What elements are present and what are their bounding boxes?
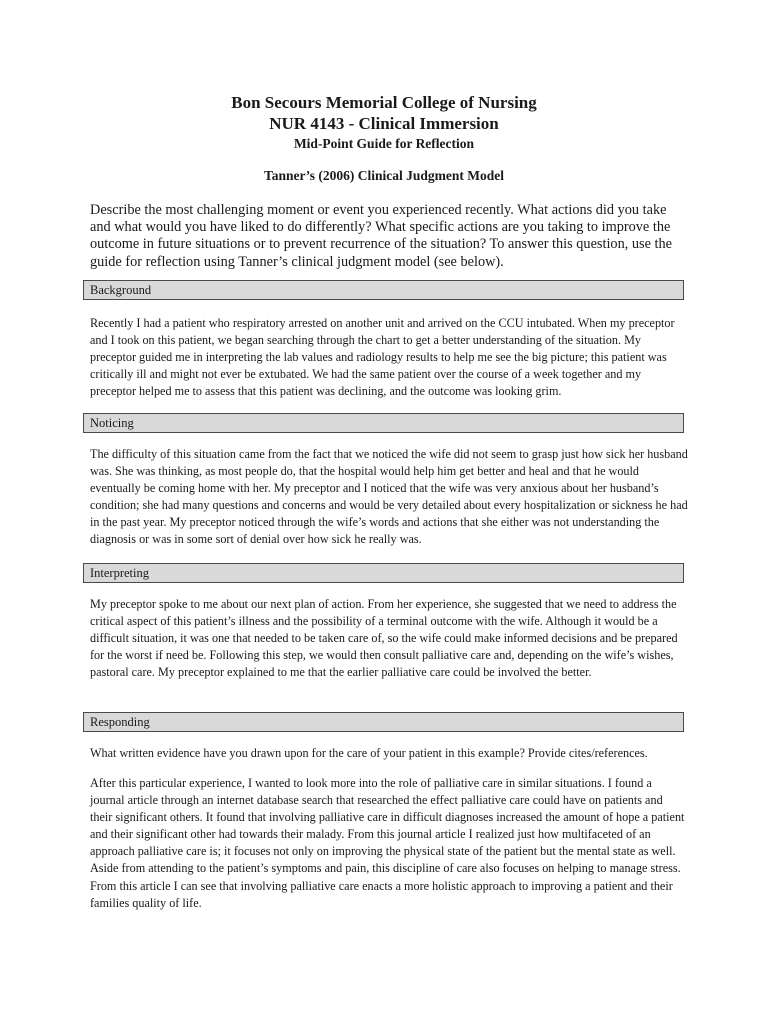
section-header-interpreting: Interpreting	[83, 563, 684, 583]
course-title: NUR 4143 - Clinical Immersion	[269, 114, 499, 133]
background-text: Recently I had a patient who respiratory arrested on another unit and arrived on the CCU intubated. When my preceptor and I took on this patient, we began searching through the chart to get a better understanding of the situation. My preceptor guided me in interpreting the lab values and radiology results to help me see the big picture; this patient was critically ill and might not ever be extubated. We had the same patient over the course of a week together and my preceptor helped me to assess that this patient was declining, and the outcome was looking grim.	[90, 316, 675, 399]
college-name: Bon Secours Memorial College of Nursing	[231, 93, 537, 112]
section-header-background: Background	[83, 280, 684, 300]
section-header-responding: Responding	[83, 712, 684, 732]
section-header-noticing: Noticing	[83, 413, 684, 433]
model-title: Tanner’s (2006) Clinical Judgment Model	[263, 168, 504, 183]
responding-question: What written evidence have you drawn upon for the care of your patient in this example? Provide cites/references.	[90, 746, 648, 760]
document-header	[0, 92, 768, 185]
guide-title: Mid-Point Guide for Reflection	[293, 136, 475, 151]
interpreting-text: My preceptor spoke to me about our next plan of action. From her experience, she suggested that we need to address the critical aspect of this patient’s illness and the possibility of a terminal outcome with the wife. Although it would be a difficult situation, it was one that needed to be taken care of, so the wife could make informed decisions and be prepared for the worst if need be. Following this step, we would then consult palliative care and, depending on the wife’s wishes, pastoral care. My preceptor explained to me that the earlier palliative care could be involved the better.	[90, 597, 678, 680]
noticing-text: The difficulty of this situation came from the fact that we noticed the wife did not seem to grasp just how sick her husband was. She was thinking, as most people do, that the hospital would help him get better and heal and that he would eventually be coming home with her. My preceptor and I noticed that the wife was very anxious about her husband’s condition; she had many questions and concerns and would be very detailed about every hospitalization or sickness he had in the past year. My preceptor noticed through the wife’s words and actions that she either was not understanding the diagnosis or was in some sort of denial over how sick he really was.	[90, 447, 688, 547]
responding-text: After this particular experience, I wanted to look more into the role of palliative care in similar situations. I found a journal article through an internet database search that researched the effect palliative care could have on patients and their significant others. It found that involving palliative care in difficult diagnoses increased the amount of hope a patient and their significant other had towards their malady. From this journal article I realized just how multifaceted of an approach palliative care is; it focuses not only on improving the physical state of the patient but the mental state as well. Aside from attending to the patient’s symptoms and pain, this discipline of care also focuses on helping to manage stress. From this article I can see that involving palliative care enacts a more holistic approach to improving a patient and their families quality of life.	[90, 776, 685, 910]
reflection-prompt: Describe the most challenging moment or event you experienced recently. What actions did you take and what would you have liked to do differently? What specific actions are you taking to improve the outcome in future situations or to prevent recurrence of the situation? To answer this question, use the guide for reflection using Tanner’s clinical judgment model (see below).	[90, 202, 672, 270]
